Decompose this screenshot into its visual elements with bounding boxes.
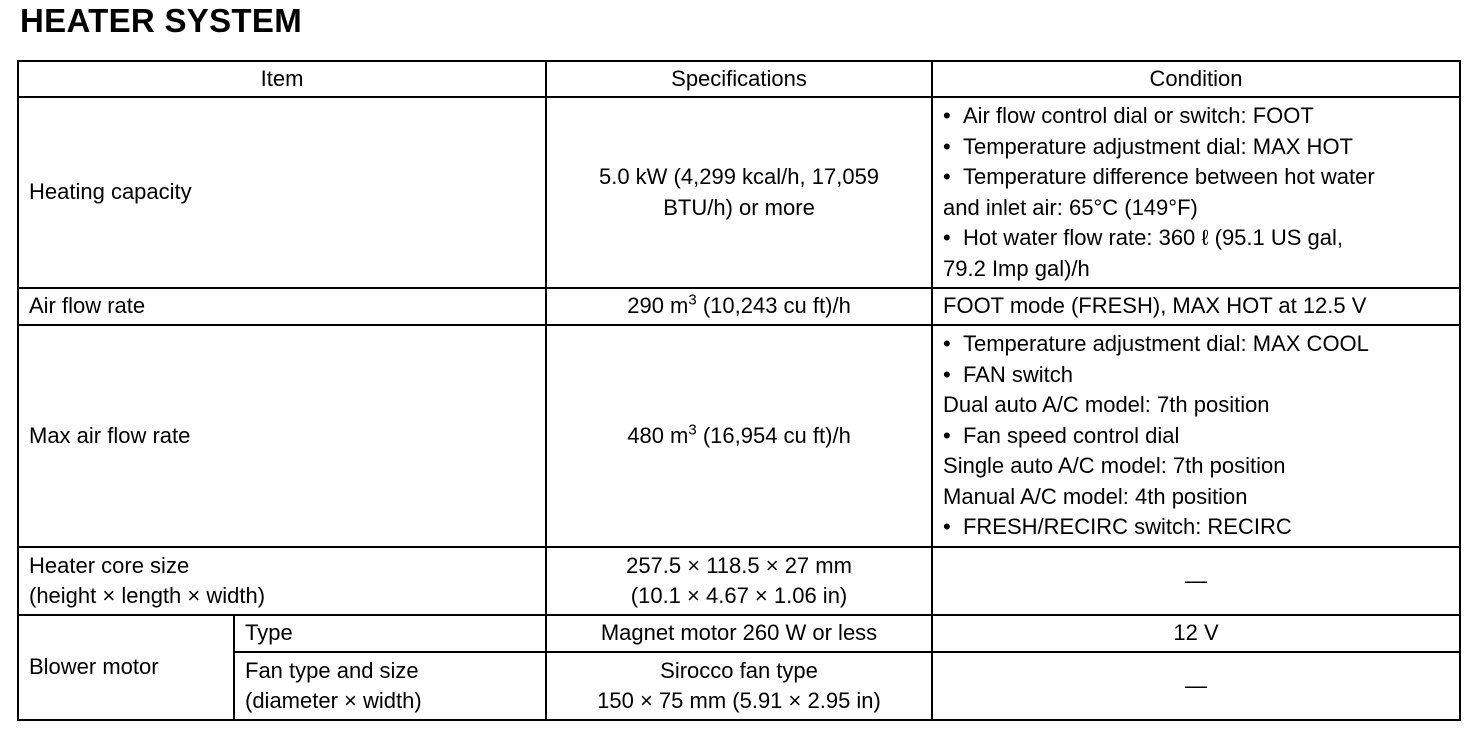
row-spec-max-air-flow-rate: [546, 325, 932, 547]
row-condition-max-air-flow-rate: [932, 325, 1460, 547]
superscript: 3: [688, 421, 697, 439]
item-line: Fan type and size: [245, 657, 419, 683]
row-condition-heater-core-size: —: [932, 547, 1460, 615]
row-item-blower-motor: Blower motor: [18, 615, 234, 720]
item-line: (diameter × width): [245, 688, 422, 713]
condition-line: Dual auto A/C model: 7th position: [943, 392, 1270, 418]
condition-line: Manual A/C model: 4th position: [943, 483, 1248, 509]
condition-line: and inlet air: 65°C (149°F): [943, 194, 1198, 220]
row-condition-air-flow-rate: FOOT mode (FRESH), MAX HOT at 12.5 V: [932, 288, 1460, 325]
item-line: (height × length × width): [29, 583, 266, 608]
header-condition: Condition: [932, 61, 1460, 97]
spec-value: 290 m: [627, 293, 689, 319]
table-row: [18, 325, 1460, 547]
row-spec-blower-fan: [546, 652, 932, 720]
row-item-heater-core-size: [18, 547, 546, 615]
condition-bullet: • Air flow control dial or switch: FOOT: [943, 101, 1449, 132]
condition-line: 79.2 Imp gal)/h: [943, 255, 1090, 281]
spec-line: 257.5 × 118.5 × 27 mm: [626, 552, 852, 578]
spec-line: BTU/h) or more: [663, 194, 815, 220]
page-title: HEATER SYSTEM: [20, 2, 302, 39]
row-spec-heater-core-size: [546, 547, 932, 615]
row-condition-heating-capacity: [932, 97, 1460, 288]
table-row: [18, 547, 1460, 615]
row-subitem-type: Type: [234, 615, 546, 652]
spec-line: Sirocco fan type: [660, 657, 818, 683]
spec-unit: (10,243 cu ft)/h: [696, 293, 851, 319]
table-row: [18, 97, 1460, 288]
row-spec-heating-capacity: [546, 97, 932, 288]
header-item: Item: [18, 61, 546, 97]
row-item-heating-capacity: Heating capacity: [18, 97, 546, 288]
row-item-max-air-flow-rate: Max air flow rate: [18, 325, 546, 547]
row-condition-blower-fan: —: [932, 652, 1460, 720]
spec-line: 5.0 kW (4,299 kcal/h, 17,059: [598, 164, 880, 189]
condition-bullet: • FRESH/RECIRC switch: RECIRC: [943, 512, 1449, 543]
row-spec-blower-type: Magnet motor 260 W or less: [546, 615, 932, 652]
spec-line: (10.1 × 4.67 × 1.06 in): [630, 583, 848, 608]
table-row: [18, 615, 1460, 652]
table-row: [18, 288, 1460, 325]
condition-bullet: • Temperature difference between hot water: [943, 162, 1449, 193]
condition-bullet: • Hot water flow rate: 360 ℓ (95.1 US gal,: [943, 223, 1449, 254]
heater-spec-table: [17, 60, 1461, 721]
header-specifications: Specifications: [546, 61, 932, 97]
condition-bullet: • Temperature adjustment dial: MAX HOT: [943, 132, 1449, 163]
condition-line: Single auto A/C model: 7th position: [943, 453, 1286, 479]
table-row: [18, 652, 1460, 720]
header-row: [18, 61, 1460, 97]
row-subitem-fan: [234, 652, 546, 720]
condition-bullet: • FAN switch: [943, 360, 1449, 391]
row-spec-air-flow-rate: [546, 288, 932, 325]
spec-value: 480 m: [627, 422, 689, 448]
superscript: 3: [688, 291, 697, 309]
spec-unit: (16,954 cu ft)/h: [696, 422, 851, 448]
spec-line: 150 × 75 mm (5.91 × 2.95 in): [597, 688, 881, 713]
condition-bullet: • Fan speed control dial: [943, 421, 1449, 452]
row-condition-blower-type: 12 V: [932, 615, 1460, 652]
condition-bullet: • Temperature adjustment dial: MAX COOL: [943, 329, 1449, 360]
item-line: Heater core size: [29, 552, 190, 578]
row-item-air-flow-rate: Air flow rate: [18, 288, 546, 325]
